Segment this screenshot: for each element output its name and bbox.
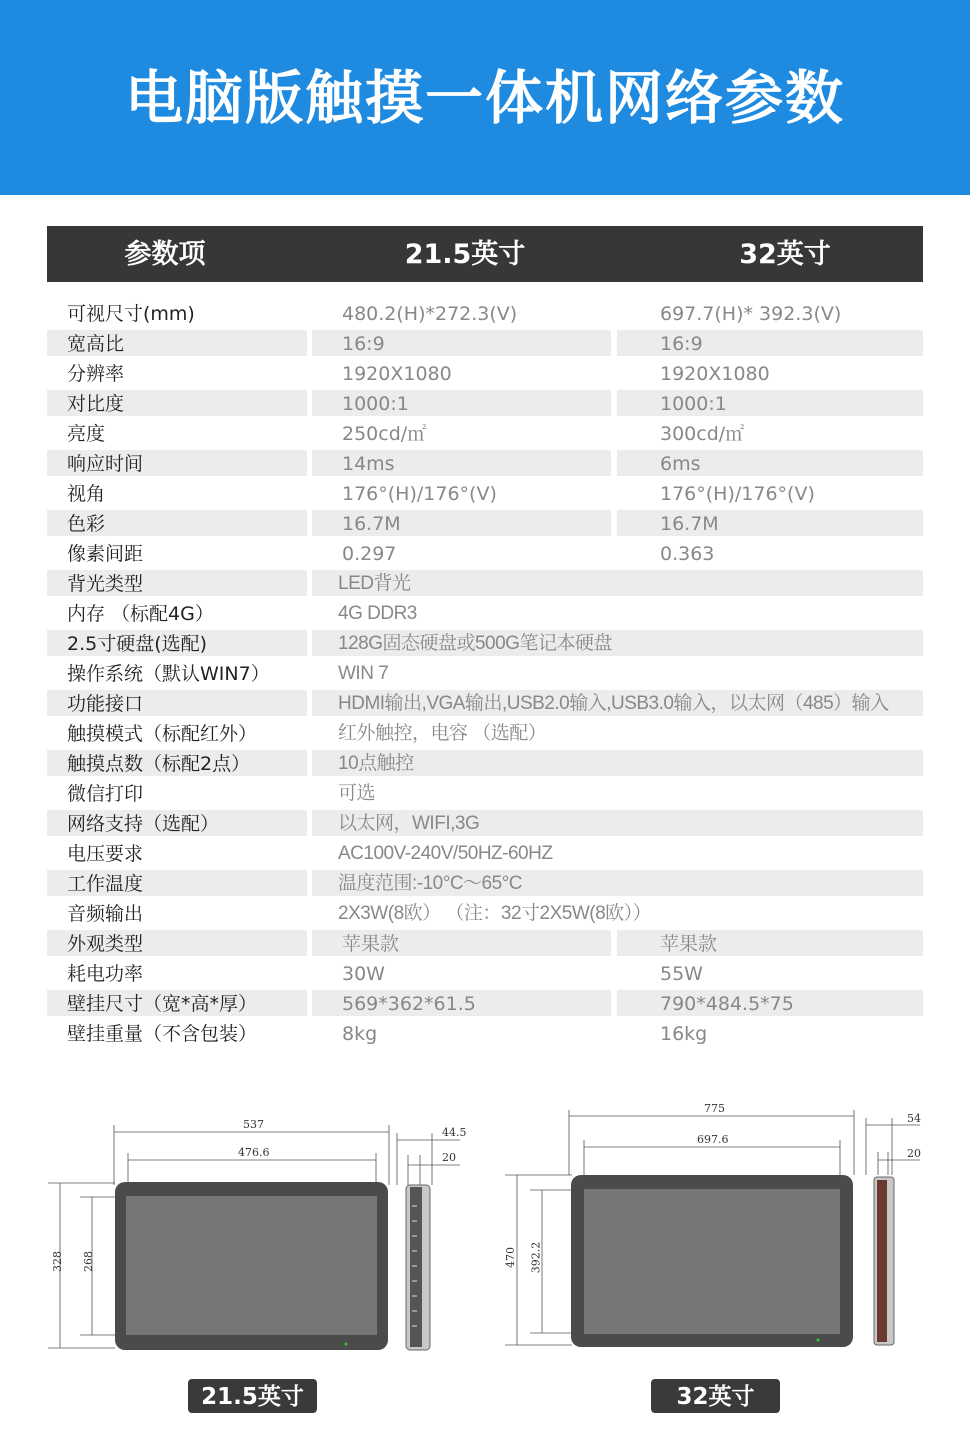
row-label: 色彩: [47, 510, 307, 536]
row-label: 分辨率: [67, 363, 125, 385]
dim-small-height-outer: 328: [51, 1251, 64, 1272]
header-21-5: 21.5英寸: [404, 239, 526, 270]
table-row: [47, 688, 923, 718]
table-row: [47, 808, 923, 838]
row-value-21-5: 569*362*61.5: [312, 990, 611, 1016]
row-value-32: 苹果款: [617, 930, 923, 956]
row-label: 可视尺寸(mm): [67, 303, 195, 325]
row-value-shared: 128G固态硬盘或500G笔记本硬盘: [312, 630, 923, 656]
row-value-shared: HDMI输出,VGA输出,USB2.0输入,USB3.0输入，以太网（485）输入: [312, 690, 923, 716]
row-label: 2.5寸硬盘(选配): [47, 630, 307, 656]
table-row: [47, 838, 923, 868]
row-label: 宽高比: [47, 330, 307, 356]
row-value-21-5: 14ms: [312, 450, 611, 476]
row-value-21-5: 16:9: [312, 330, 611, 356]
header-param: 参数项: [124, 239, 206, 270]
page-title: 电脑版触摸一体机网络参数: [124, 64, 845, 132]
header-32: 32英寸: [739, 239, 831, 270]
row-label: 电压要求: [67, 843, 144, 865]
row-value-32: 0.363: [660, 543, 715, 565]
row-value-21-5: 480.2(H)*272.3(V): [342, 303, 518, 325]
row-value-32: 6ms: [617, 450, 923, 476]
row-label: 亮度: [67, 423, 106, 445]
row-label: 网络支持（选配）: [47, 810, 307, 836]
table-row: [47, 958, 923, 988]
dim-large-width-outer: 775: [704, 1102, 725, 1115]
row-label: 内存 （标配4G）: [67, 603, 214, 625]
dim-small-depth: 44.5: [442, 1126, 467, 1139]
row-value-shared: LED背光: [312, 570, 923, 596]
label-32: 32英寸: [651, 1379, 780, 1413]
table-row: [47, 778, 923, 808]
row-value-21-5: 176°(H)/176°(V): [342, 483, 497, 505]
dim-large-depth: 54: [907, 1112, 921, 1125]
row-label: 音频输出: [67, 903, 144, 925]
table-row: [47, 868, 923, 898]
row-value-32: 16:9: [617, 330, 923, 356]
row-label: 触摸点数（标配2点）: [47, 750, 307, 776]
table-row: [47, 748, 923, 778]
table-row: [47, 628, 923, 658]
dim-large-width-inner: 697.6: [697, 1133, 729, 1146]
table-row: [47, 358, 923, 388]
dim-large-height-outer: 470: [504, 1247, 517, 1268]
row-value-32: 697.7(H)* 392.3(V): [660, 303, 842, 325]
row-value-21-5: 苹果款: [312, 930, 611, 956]
table-row: [47, 388, 923, 418]
table-row: [47, 448, 923, 478]
row-value-32: 1920X1080: [660, 363, 770, 385]
row-value-32: 16kg: [660, 1023, 708, 1045]
table-row: [47, 418, 923, 448]
table-row: [47, 718, 923, 748]
row-value-32: 16.7M: [617, 510, 923, 536]
table-row: [47, 478, 923, 508]
table-row: [47, 1018, 923, 1048]
row-value-shared: 10点触控: [312, 750, 923, 776]
dim-large-height-inner: 392.2: [529, 1241, 543, 1274]
row-label: 壁挂尺寸（宽*高*厚）: [47, 990, 307, 1016]
table-row: [47, 328, 923, 358]
row-label: 耗电功率: [67, 963, 144, 985]
row-label: 功能接口: [47, 690, 307, 716]
table-row: [47, 898, 923, 928]
label-21-5: 21.5英寸: [188, 1379, 317, 1413]
table-row: [47, 598, 923, 628]
row-value-21-5: 0.297: [342, 543, 397, 565]
dim-small-height-inner: 268: [82, 1251, 95, 1272]
table-row: [47, 568, 923, 598]
row-value-shared: WIN 7: [338, 663, 389, 684]
row-label: 触摸模式（标配红外）: [67, 723, 258, 745]
title-banner: [0, 0, 970, 195]
row-value-32: 790*484.5*75: [617, 990, 923, 1016]
dim-small-width-outer: 537: [243, 1118, 264, 1131]
row-label: 微信打印: [67, 783, 144, 805]
dim-large-depth-thin: 20: [907, 1147, 921, 1160]
row-value-shared: 2X3W(8欧） （注：32寸2X5W(8欧））: [338, 903, 652, 924]
row-value-shared: 红外触控，电容 （选配）: [338, 723, 547, 744]
row-value-32: 1000:1: [617, 390, 923, 416]
row-value-21-5: 250cd/㎡: [342, 423, 427, 445]
row-value-shared: 以太网，WIFI,3G: [312, 810, 923, 836]
drawing-21-5: [40, 1105, 480, 1365]
row-label: 操作系统（默认WIN7）: [67, 663, 270, 685]
table-row: [47, 658, 923, 688]
row-value-21-5: 16.7M: [312, 510, 611, 536]
dim-small-depth-thin: 20: [442, 1151, 456, 1164]
table-row: [47, 298, 923, 328]
row-label: 工作温度: [47, 870, 307, 896]
row-value-32: 300cd/㎡: [660, 423, 745, 445]
row-label: 视角: [67, 483, 106, 505]
row-label: 外观类型: [47, 930, 307, 956]
table-row: [47, 988, 923, 1018]
row-value-shared: 4G DDR3: [338, 603, 417, 624]
table-row: [47, 508, 923, 538]
table-row: [47, 538, 923, 568]
table-header: [47, 226, 923, 282]
row-value-32: 176°(H)/176°(V): [660, 483, 815, 505]
row-value-shared: 温度范围:-10°C～65°C: [312, 870, 923, 896]
dim-small-width-inner: 476.6: [238, 1146, 270, 1159]
row-value-21-5: 8kg: [342, 1023, 378, 1045]
row-value-21-5: 1920X1080: [342, 363, 452, 385]
row-value-21-5: 1000:1: [312, 390, 611, 416]
table-row: [47, 928, 923, 958]
row-value-32: 55W: [660, 963, 703, 985]
spec-table: [47, 298, 923, 1048]
row-label: 响应时间: [47, 450, 307, 476]
row-value-shared: 可选: [338, 783, 376, 804]
row-label: 对比度: [47, 390, 307, 416]
row-label: 背光类型: [47, 570, 307, 596]
row-value-shared: AC100V-240V/50HZ-60HZ: [338, 843, 553, 864]
row-label: 壁挂重量（不含包装）: [67, 1023, 258, 1045]
row-value-21-5: 30W: [342, 963, 385, 985]
row-label: 像素间距: [67, 543, 144, 565]
